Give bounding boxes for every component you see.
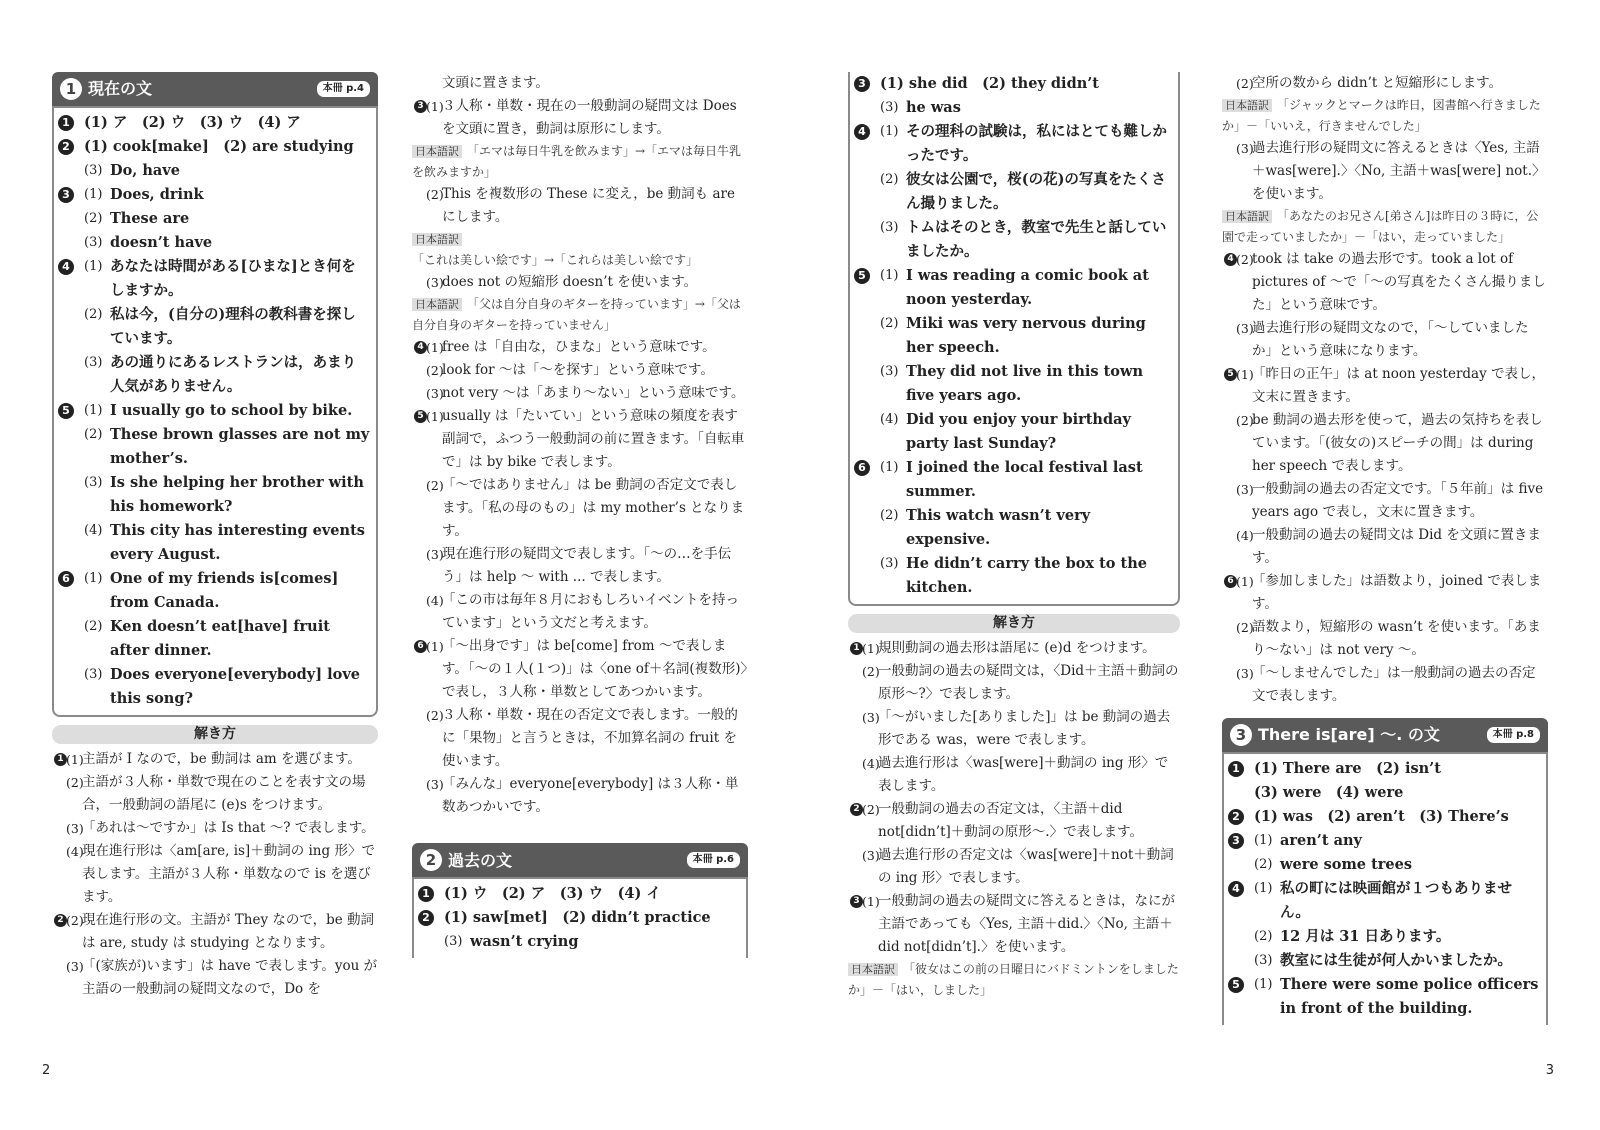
explanation-continued: 文頭に置きます。 [442,75,549,91]
number-icon-3: 3 [58,187,74,203]
column-3 [848,72,1180,1001]
explanation-2-continued: (2) 空所の数から didn’t と短縮形にします。 日本語訳 「ジャックとマークは昨日，図書館へ行きましたか」－「いいえ，行きませんでした」 (3) 過去進行形の疑問文に答えるときは〈Yes, 主語＋was[were].〉〈No, 主語＋was[were] not.〉を使います。 日本語訳 「あなたのお兄さん[弟さん]は昨日の３時に，公園で走っていましたか」－「はい，走っていました」 4 (2) took は take の過去形です。took a lot of pictures of ～で「～の写真をたくさん撮りました」という意味です。 (3) 過去進行形の疑問文なので，「～していましたか」という意味になります。 5 (1) 「昨日の正午」は at noon yesterday で表し，文末に置きます。 (2) be 動詞の過去形を使って，過去の気持ちを表しています。「(彼女の)スピーチの間」は during her speech で表します。 (3) 一般動詞の過去の否定文です。「５年前」は five years ago で表し，文末に置きます。 (4) 一般動詞の過去の疑問文は Did を文頭に置きます。 6 (1) 「参加しました」は語数より，joined で表します。 (2) 語数より，短縮形の wasn’t を使います。「あまり～ない」は not very ～。 (3) 「～しませんでした」は一般動詞の過去の否定文で表します。 [1222,72,1548,708]
answer-text: These brown glasses are not my mother’s. [110,426,370,467]
explanation-header: 解き方 [848,614,1180,633]
page-number-right: 3 [1545,1063,1554,1078]
section-title: There is[are] ～. の文 [1258,725,1440,744]
number-icon-2: 2 [418,910,434,926]
number-icon-4: 4 [414,341,427,354]
number-icon-2: 2 [850,803,863,816]
column-2: 文頭に置きます。 3 (1) ３人称・単数・現在の一般動詞の疑問文は Does を文頭に置き，動詞は原形にします。 日本語訳 「エマは毎日牛乳を飲みます」→「エマは毎日牛乳を飲みますか」 (2) This を複数形の These に変え，be 動詞も are にします。 日本語訳「これは美しい絵です」→「これらは美しい絵です」 (3) does not の短縮形 doesn’t を使います。 日本語訳 「父は自分自身のギターを持っています」→「父は自分自身のギターを持っていません」 4 (1) free は「自由な，ひまな」という意味です。 (2) look for ～は「～を探す」という意味です。 (3) not very ～は「あまり～ない」という意味です。 5 (1) usually は「たいてい」という意味の頻度を表す副詞で，ふつう一般動詞の前に置きます。「自転車で」は by bike で表します。 (2) 「～ではありません」は be 動詞の否定文で表します。「私の母のもの」は my mother’s となります。 (3) 現在進行形の疑問文で表します。「～の…を手伝う」は help ～ with ... で表します。 (4) 「この市は毎年８月におもしろいイベントを持っています」という文だと考えます。 6 (1) 「～出身です」は be[come] from ～で表します。「～の１人(１つ)」は〈one of＋名詞(複数形)〉で表し，３人称・単数としてあつかいます。 (2) ３人称・単数・現在の否定文で表します。一般的に「果物」と言うときは，不加算名詞の fruit を使います。 (3) 「みんな」everyone[everybody] は３人称・単数あつかいです。 2 過去の文 本冊 p.6 1 (1) ウ (2) ア (3) ウ (4) イ 2 (1) saw[met] (2) didn’t practice (3) wasn’t crying [412,72,748,958]
answer-5: 5 (1) I usually go to school by bike. (2) These brown glasses are not my mother’s. (3) Is she helping her brother with his homework? (4) This city has interesting events every August. [58,399,370,567]
answer-text: Ken doesn’t eat[have] fruit after dinner. [110,618,330,659]
section-number: 3 [1230,724,1252,746]
number-icon-5: 5 [854,268,870,284]
translation: 日本語訳 「あなたのお兄さん[弟さん]は昨日の３時に，公園で走っていましたか」－「はい，走っていました」 [1222,209,1539,244]
section-header-2 [412,843,748,877]
answer-text: These are [110,210,190,227]
answer-box-2-continued: 3 (1) she did (2) they didn’t (3) he was 4 (1) その理科の試験は，私にはとても難しかったです。 (2) 彼女は公園で，桜(の花)の写真をたくさん撮りました。 (3) トムはそのとき，教室で先生と話していましたか。 5 (1) I was reading a comic book at noon yesterday. (2) Miki was very nervous during her speech. (3) They did not live in this town five years ago. (4) Did you enjoy your birthday party last Sunday? 6 (1) I joined the local festival last summer. (2) This watch wasn’t very expensive. (3) He didn’t carry the box to the kitchen. [848,72,1180,606]
number-icon-1: 1 [418,886,434,902]
column-1 [52,72,378,1001]
answer-2: 2 (1) cook[make] (2) are studying (3) Do, have [58,135,370,183]
page-number-left: 2 [42,1063,51,1078]
answer-box-1 [52,106,378,717]
answer-text: Does everyone[everybody] love this song? [110,666,360,707]
explanation-1: 1 (1) 主語が I なので，be 動詞は am を選びます。 (2) 主語が３人称・単数で現在のことを表す文の場合，一般動詞の語尾に (e)s をつけます。 (3) 「あれは～ですか」は Is that ～? で表します。 (4) 現在進行形は〈am[are, is]＋動詞の ing 形〉で表します。主語が３人称・単数なので is を選びます。 2 (2) 現在進行形の文。主語が They なので，be 動詞は are, study は studying となります。 (3) 「(家族が)います」は have で表します。you が主語の一般動詞の疑問文なので，Do を [52,748,378,1001]
number-icon-1: 1 [54,753,67,766]
translation: 日本語訳 「父は自分自身のギターを持っています」→「父は自分自身のギターを持っていません」 [412,297,741,332]
section-header-1 [52,72,378,106]
section-number: 2 [420,849,442,871]
answer-text: あなたは時間がある[ひまな]とき何をしますか。 [110,258,356,299]
number-icon-3: 3 [1228,833,1244,849]
number-icon-3: 3 [414,100,427,113]
answer-text: I usually go to school by bike. [110,402,353,419]
answer-text: 私は今，(自分の)理科の教科書を探しています。 [110,306,356,347]
section-header-3 [1222,718,1548,752]
answer-6: 6 (1) One of my friends is[comes] from Canada. (2) Ken doesn’t eat[have] fruit after dinner. (3) Does everyone[everybody] love this song? [58,567,370,711]
number-icon-6: 6 [854,460,870,476]
number-icon-4: 4 [854,124,870,140]
number-icon-5: 5 [414,410,427,423]
answer-text: Does, drink [110,186,204,203]
answer-text: Do, have [110,162,180,179]
answer-text: (1) ア (2) ウ (3) ウ (4) ア [84,114,301,131]
answer-text: This city has interesting events every August. [110,522,365,563]
column-4 [1222,72,1548,1025]
answer-text: doesn’t have [110,234,213,251]
number-icon-6: 6 [414,640,427,653]
section-title: 現在の文 [88,79,153,98]
answer-text: (1) cook[make] (2) are studying [84,138,354,155]
number-icon-2: 2 [58,139,74,155]
number-icon-3: 3 [854,76,870,92]
answer-4: 4 (1) あなたは時間がある[ひまな]とき何をしますか。 (2) 私は今，(自分の)理科の教科書を探しています。 (3) あの通りにあるレストランは，あまり人気がありません。 [58,255,370,399]
page-ref-badge: 本冊 p.8 [1487,727,1540,743]
number-icon-6: 6 [58,571,74,587]
number-icon-6: 6 [1224,575,1237,588]
page-ref-badge: 本冊 p.6 [687,852,740,868]
section-title: 過去の文 [448,850,513,870]
answer-3: 3 (1) Does, drink (2) These are (3) doesn’t have [58,183,370,255]
number-icon-5: 5 [1228,977,1244,993]
number-icon-1: 1 [850,642,863,655]
number-icon-4: 4 [1224,253,1237,266]
translation: 日本語訳 「ジャックとマークは昨日，図書館へ行きましたか」－「いいえ，行きませんでした」 [1222,98,1541,133]
number-icon-4: 4 [58,259,74,275]
translation: 日本語訳「これは美しい絵です」→「これらは美しい絵です」 [412,233,699,267]
number-icon-5: 5 [58,403,74,419]
number-icon-1: 1 [58,115,74,131]
number-icon-2: 2 [1228,809,1244,825]
page-ref-badge: 本冊 p.4 [317,81,370,97]
translation: 日本語訳 「エマは毎日牛乳を飲みます」→「エマは毎日牛乳を飲みますか」 [412,144,742,179]
number-icon-5: 5 [1224,368,1237,381]
answer-text: あの通りにあるレストランは，あまり人気がありません。 [110,354,357,395]
explanation-header: 解き方 [52,725,378,744]
answer-box-2: 1 (1) ウ (2) ア (3) ウ (4) イ 2 (1) saw[met] (2) didn’t practice (3) wasn’t crying [412,877,748,958]
answer-1 [58,111,370,135]
number-icon-4: 4 [1228,881,1244,897]
answer-text: Is she helping her brother with his homework? [110,474,364,515]
number-icon-2: 2 [54,914,67,927]
answer-box-3: 1 (1) There are (2) isn’t (3) were (4) were 2 (1) was (2) aren’t (3) There’s 3 (1) aren’t any (2) were some trees 4 (1) 私の町には映画館が１つもありません。 (2) 12 月は 31 日あります。 (3) 教室には生徒が何人かいましたか。 5 (1) There were some police officers in front of the building. [1222,752,1548,1025]
answer-text: One of my friends is[comes] from Canada. [110,570,339,611]
number-icon-1: 1 [1228,761,1244,777]
number-icon-3: 3 [850,895,863,908]
section-number: 1 [60,78,82,100]
translation: 日本語訳 「彼女はこの前の日曜日にバドミントンをしましたか」－「はい，しました」 [848,962,1179,997]
explanation-2: 1 (1) 規則動詞の過去形は語尾に (e)d をつけます。 (2) 一般動詞の過去の疑問文は，〈Did＋主語＋動詞の原形～?〉で表します。 (3) 「～がいました[ありました]」は be 動詞の過去形である was，were で表します。 (4) 過去進行形は〈was[were]＋動詞の ing 形〉で表します。 2 (2) 一般動詞の過去の否定文は，〈主語＋did not[didn’t]＋動詞の原形～.〉で表します。 (3) 過去進行形の否定文は〈was[were]＋not＋動詞の ing 形〉で表します。 3 (1) 一般動詞の過去の疑問文に答えるときは，なにが主語であっても〈Yes, 主語＋did.〉〈No, 主語＋did not[didn’t].〉を使います。 日本語訳 「彼女はこの前の日曜日にバドミントンをしましたか」－「はい，しました」 [848,637,1180,1001]
